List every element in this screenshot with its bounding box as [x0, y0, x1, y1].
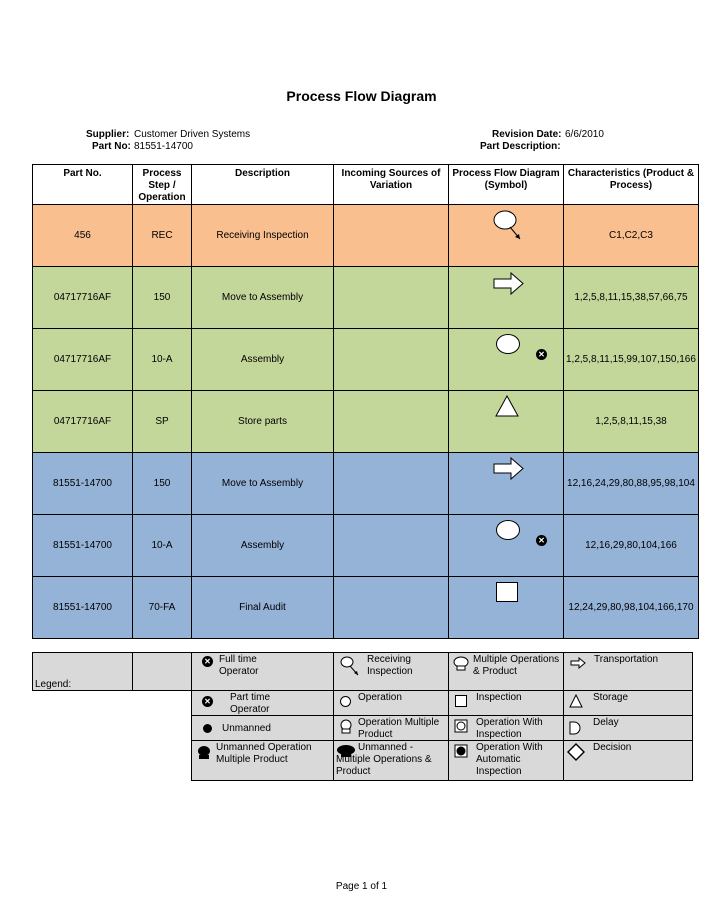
delay-icon [569, 721, 581, 735]
operation-icon [340, 696, 351, 707]
decision-icon [567, 743, 585, 761]
page-title: Process Flow Diagram [286, 88, 437, 104]
cell-part-no: 81551-14700 [33, 515, 133, 577]
cell-part-no: 04717716AF [33, 329, 133, 391]
revision-label: Revision Date: [492, 129, 562, 140]
cell-step: 10-A [133, 515, 192, 577]
legend-operation-with-automatic-inspection [449, 741, 564, 781]
legend-text: Multiple Operations & Product [473, 654, 560, 677]
operation-icon [496, 520, 520, 540]
legend-part-time-operator [192, 691, 334, 716]
unmanned-operation-multiple-product-icon [196, 745, 212, 761]
col-header-characteristics: Characteristics (Product & Process) [564, 165, 699, 205]
cell-part-no: 04717716AF [33, 391, 133, 453]
legend-full-time-operator [192, 653, 334, 691]
multiple-operations-product-icon [453, 656, 469, 672]
legend-text: Unmanned Operation Multiple Product [216, 742, 312, 765]
storage-icon [495, 395, 519, 417]
legend-text: Operation With Automatic Inspection [476, 742, 543, 777]
cell-characteristics: C1,C2,C3 [564, 205, 699, 267]
col-header-description: Description [192, 165, 334, 205]
legend-text: Delay [593, 717, 619, 728]
legend-table [32, 652, 693, 781]
operation-icon [496, 334, 520, 354]
part-description-label: Part Description: [480, 141, 561, 152]
legend-operation [334, 691, 449, 716]
cell-description: Store parts [192, 391, 334, 453]
col-header-flow-symbol: Process Flow Diagram (Symbol) [449, 165, 564, 205]
legend-delay [564, 716, 693, 741]
cell-description: Final Audit [192, 577, 334, 639]
cell-step: SP [133, 391, 192, 453]
table-row [33, 267, 699, 329]
legend-decision [564, 741, 693, 781]
supplier-value: Customer Driven Systems [134, 129, 251, 140]
table-row [33, 453, 699, 515]
cell-source [334, 391, 449, 453]
cell-description: Move to Assembly [192, 267, 334, 329]
cell-description: Assembly [192, 515, 334, 577]
legend-storage [564, 691, 693, 716]
cell-symbol [449, 453, 564, 515]
legend-text: Decision [593, 742, 632, 753]
cell-step: REC [133, 205, 192, 267]
legend-text: Unmanned [222, 723, 271, 734]
cell-symbol [449, 267, 564, 329]
cell-characteristics: 1,2,5,8,11,15,38,57,66,75 [564, 267, 699, 329]
cell-source [334, 453, 449, 515]
legend-label: Legend: [35, 679, 72, 690]
cell-symbol [449, 577, 564, 639]
legend-empty-cell [133, 653, 192, 691]
part-time-operator-icon: ✕ [202, 696, 213, 707]
transportation-icon [493, 457, 525, 481]
legend-multiple-operations [449, 653, 564, 691]
partno-label: Part No: [92, 141, 131, 152]
legend-receiving-inspection [334, 653, 449, 691]
cell-source [334, 205, 449, 267]
revision-value: 6/6/2010 [565, 129, 604, 140]
table-row [33, 515, 699, 577]
cell-part-no: 456 [33, 205, 133, 267]
table-row [33, 577, 699, 639]
legend-text: Operation Multiple Product [358, 717, 440, 740]
col-header-process-step: Process Step / Operation [133, 165, 192, 205]
cell-part-no: 81551-14700 [33, 453, 133, 515]
cell-symbol [449, 515, 564, 577]
storage-icon [569, 694, 583, 708]
operation-multiple-product-icon [339, 719, 353, 735]
cell-description: Move to Assembly [192, 453, 334, 515]
legend-operation-multiple-product [334, 716, 449, 741]
legend-text: Part time Operator [230, 692, 271, 715]
legend-text: Transportation [594, 654, 659, 665]
table-row [33, 329, 699, 391]
cell-symbol [449, 205, 564, 267]
table-row [33, 391, 699, 453]
receiving-inspection-icon [340, 656, 364, 678]
cell-characteristics: 1,2,5,8,11,15,99,107,150,166 [564, 329, 699, 391]
legend-text: Receiving Inspection [367, 654, 413, 677]
transportation-icon [493, 272, 525, 296]
part-time-operator-icon: ✕ [536, 349, 547, 360]
cell-symbol [449, 329, 564, 391]
process-flow-table [32, 164, 699, 639]
legend-inspection [449, 691, 564, 716]
unmanned-icon [203, 724, 212, 733]
page-footer: Page 1 of 1 [335, 881, 388, 892]
header-row [33, 165, 699, 205]
cell-part-no: 81551-14700 [33, 577, 133, 639]
full-time-operator-icon: ✕ [202, 656, 213, 667]
cell-step: 10-A [133, 329, 192, 391]
col-header-part-no: Part No. [33, 165, 133, 205]
legend-text: Storage [593, 692, 629, 703]
table-row [33, 205, 699, 267]
legend-text: Unmanned - Multiple Operations & Product [336, 742, 432, 777]
partno-value: 81551-14700 [134, 141, 193, 152]
col-header-sources-of-variation: Incoming Sources of Variation [334, 165, 449, 205]
legend-text: Operation With Inspection [476, 717, 543, 740]
cell-part-no: 04717716AF [33, 267, 133, 329]
cell-characteristics: 12,16,29,80,104,166 [564, 515, 699, 577]
cell-source [334, 329, 449, 391]
cell-symbol [449, 391, 564, 453]
legend-text: Full time Operator [219, 654, 259, 677]
legend-unmanned [192, 716, 334, 741]
transportation-icon [570, 657, 586, 669]
operation-with-automatic-inspection-icon [454, 744, 468, 758]
cell-step: 150 [133, 453, 192, 515]
cell-characteristics: 12,16,24,29,80,88,95,98,104 [564, 453, 699, 515]
legend-operation-with-inspection [449, 716, 564, 741]
legend-transportation [564, 653, 693, 691]
cell-step: 70-FA [133, 577, 192, 639]
receiving-inspection-icon [493, 209, 525, 243]
inspection-icon [496, 582, 518, 602]
part-time-operator-icon: ✕ [536, 535, 547, 546]
cell-source [334, 267, 449, 329]
legend-unmanned-operation-multiple-product [192, 741, 334, 781]
cell-characteristics: 1,2,5,8,11,15,38 [564, 391, 699, 453]
legend-text: Inspection [476, 692, 522, 703]
cell-characteristics: 12,24,29,80,98,104,166,170 [564, 577, 699, 639]
legend-text: Operation [358, 692, 402, 703]
cell-step: 150 [133, 267, 192, 329]
cell-description: Receiving Inspection [192, 205, 334, 267]
cell-source [334, 577, 449, 639]
cell-source [334, 515, 449, 577]
legend-unmanned-multiple-operations-product [334, 741, 449, 781]
operation-with-inspection-icon [454, 719, 468, 733]
cell-description: Assembly [192, 329, 334, 391]
inspection-icon [455, 695, 467, 707]
legend-label-cell [33, 653, 133, 691]
supplier-label: Supplier: [86, 129, 130, 140]
